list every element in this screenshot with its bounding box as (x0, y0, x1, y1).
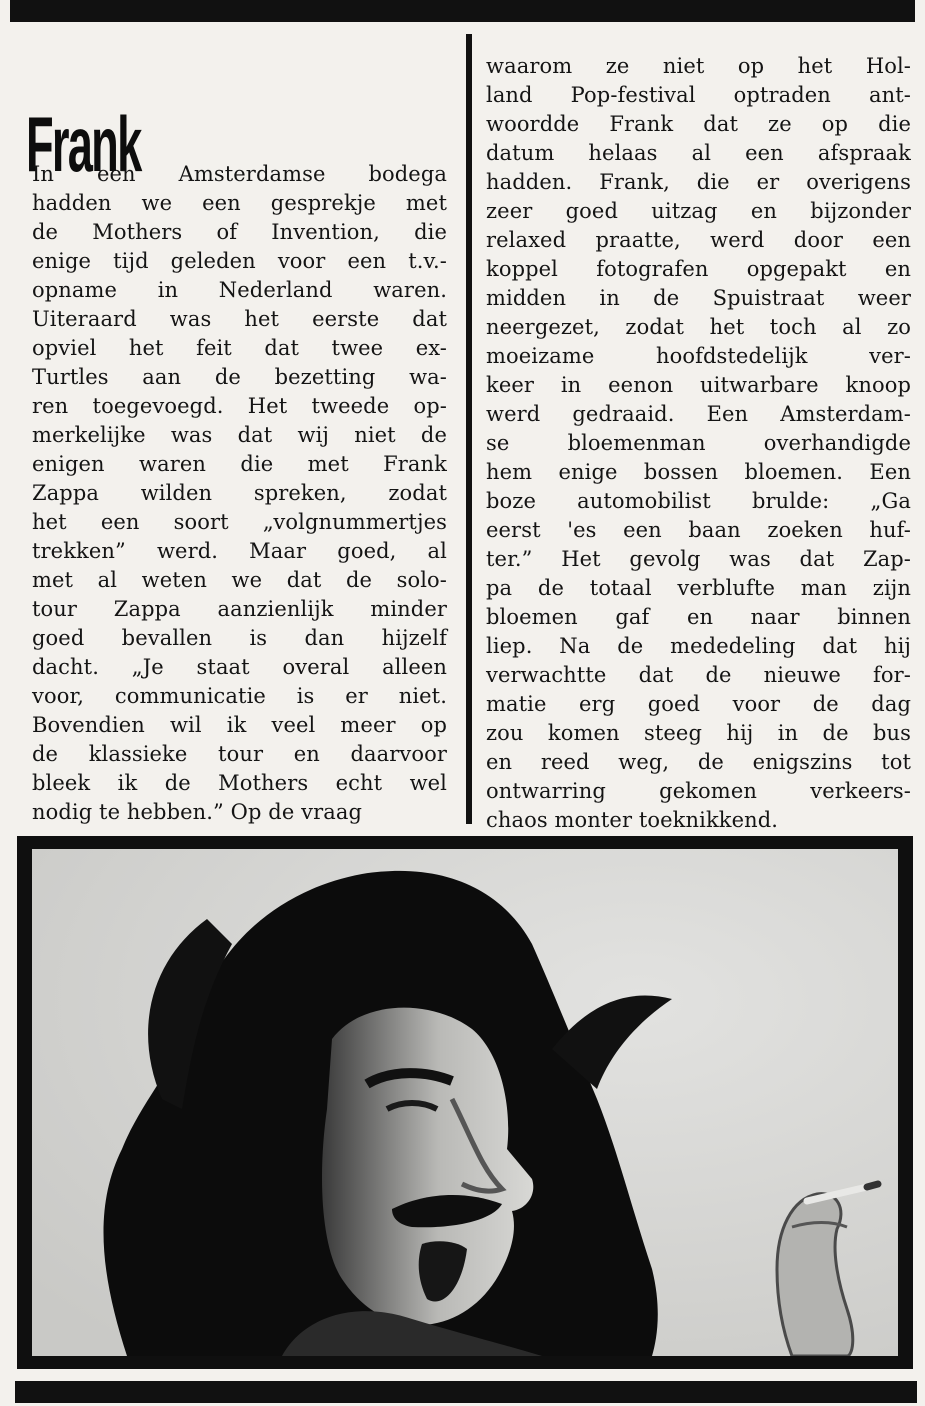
text-line: goed bevallen is dan hijzelf (32, 626, 447, 650)
top-rule (10, 0, 915, 22)
column-divider (466, 34, 472, 824)
text-line: ren toegevoegd. Het tweede op- (32, 394, 447, 418)
text-line: eerst 'es een baan zoeken huf- (486, 518, 911, 542)
headline: Frank (26, 100, 141, 189)
text-line: Bovendien wil ik veel meer op (32, 713, 447, 737)
text-line: bleek ik de Mothers echt wel (32, 771, 447, 795)
text-line: waarom ze niet op het Hol- (486, 54, 911, 78)
text-line: opname in Nederland waren. (32, 278, 447, 302)
text-line: verwachtte dat de nieuwe for- (486, 663, 911, 687)
text-line: chaos monter toeknikkend. (486, 808, 779, 832)
article-column-left (32, 160, 447, 827)
text-line: moeizame hoofdstedelijk ver- (486, 344, 911, 368)
text-line: Uiteraard was het eerste dat (32, 307, 447, 331)
text-line: neergezet, zodat het toch al zo (486, 315, 911, 339)
text-line: boze automobilist brulde: „Ga (486, 489, 911, 513)
text-line: hem enige bossen bloemen. Een (486, 460, 911, 484)
text-line: hadden we een gesprekje met (32, 191, 447, 215)
text-line: midden in de Spuistraat weer (486, 286, 911, 310)
photo-frame (17, 836, 913, 1369)
text-line: ontwarring gekomen verkeers- (486, 779, 911, 803)
text-line: tour Zappa aanzienlijk minder (32, 597, 447, 621)
text-line: nodig te hebben.” Op de vraag (32, 800, 363, 824)
text-line: werd gedraaid. Een Amsterdam- (486, 402, 911, 426)
text-line: met al weten we dat de solo- (32, 568, 447, 592)
text-line: woordde Frank dat ze op die (486, 112, 911, 136)
article-column-right (486, 52, 911, 835)
text-line: opviel het feit dat twee ex- (32, 336, 447, 360)
text-line: pa de totaal verblufte man zijn (486, 576, 911, 600)
text-line: enige tijd geleden voor een t.v.- (32, 249, 447, 273)
text-line: In een Amsterdamse bodega (32, 162, 447, 186)
text-line: en reed weg, de enigszins tot (486, 750, 911, 774)
text-line: land Pop-festival optraden ant- (486, 83, 911, 107)
bottom-rule (15, 1381, 917, 1403)
text-line: merkelijke was dat wij niet de (32, 423, 447, 447)
text-line: het een soort „volgnummertjes (32, 510, 447, 534)
text-line: ter.” Het gevolg was dat Zap- (486, 547, 911, 571)
text-line: hadden. Frank, die er overigens (486, 170, 911, 194)
text-line: zeer goed uitzag en bijzonder (486, 199, 911, 223)
text-line: bloemen gaf en naar binnen (486, 605, 911, 629)
text-line: datum helaas al een afspraak (486, 141, 911, 165)
text-line: zou komen steeg hij in de bus (486, 721, 911, 745)
text-line: trekken” werd. Maar goed, al (32, 539, 447, 563)
text-line: de klassieke tour en daarvoor (32, 742, 447, 766)
text-line: keer in eenon uitwarbare knoop (486, 373, 911, 397)
text-line: de Mothers of Invention, die (32, 220, 447, 244)
text-line: matie erg goed voor de dag (486, 692, 911, 716)
text-line: Turtles aan de bezetting wa- (32, 365, 447, 389)
text-line: koppel fotografen opgepakt en (486, 257, 911, 281)
text-line: dacht. „Je staat overal alleen (32, 655, 447, 679)
portrait-photo (32, 849, 898, 1356)
text-line: se bloemenman overhandigde (486, 431, 911, 455)
text-line: relaxed praatte, werd door een (486, 228, 911, 252)
text-line: liep. Na de mededeling dat hij (486, 634, 911, 658)
text-line: enigen waren die met Frank (32, 452, 447, 476)
text-line: Zappa wilden spreken, zodat (32, 481, 447, 505)
text-line: voor, communicatie is er niet. (32, 684, 447, 708)
